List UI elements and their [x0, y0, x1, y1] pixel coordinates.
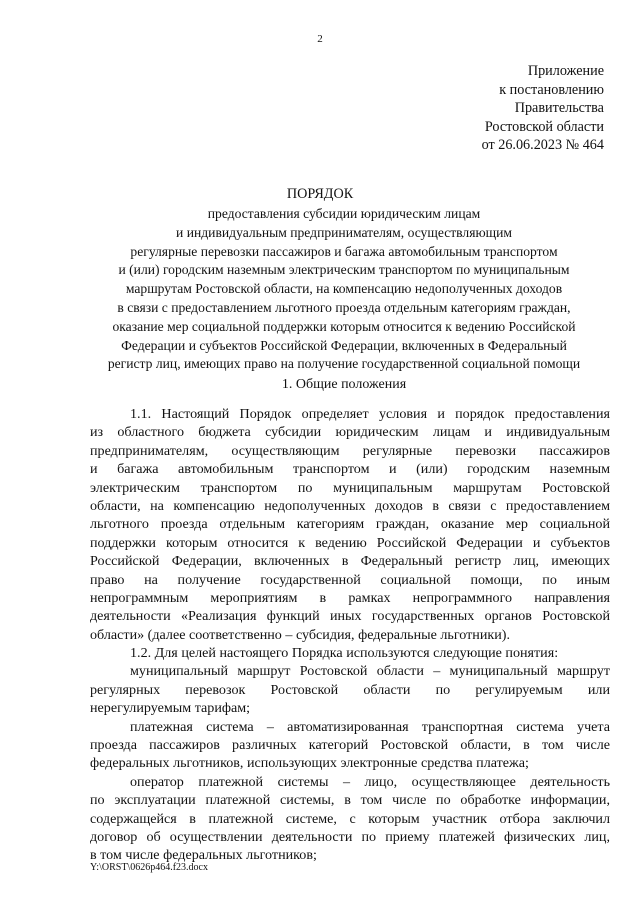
paragraph-line: Российской Федерации, включенных в Федеральный регистр лиц, имеющих [90, 553, 610, 570]
document-subtitle [70, 205, 618, 374]
paragraph-line: в том числе федеральных льготников; [90, 847, 317, 864]
paragraph-line: области, на компенсацию недополученных доходов в связи с предоставлением [90, 497, 610, 514]
paragraph-line: муниципальный маршрут Ростовской области – муниципальный маршрут [130, 663, 610, 680]
subtitle-line: предоставления субсидии юридическим лицам [207, 206, 481, 221]
footer-file-path: Y:\ORST\0626p464.f23.docx [90, 862, 208, 873]
subtitle-line: Федерации и субъектов Российской Федерации, включенных в Федеральный [121, 337, 567, 353]
subtitle-line: в связи с предоставлением льготного проезда отдельным категориям граждан, [117, 299, 571, 315]
paragraph-line: льготного проезда отдельным категориям граждан, оказание мер социальной [90, 516, 610, 533]
paragraph [90, 644, 610, 662]
paragraph-line: 1.1. Настоящий Порядок определяет условия и порядок предоставления [130, 406, 610, 422]
appendix-block [404, 62, 604, 155]
paragraph-line: поддержки которым относится к ведению Российской Федерации и субъектов [90, 534, 610, 551]
paragraph [90, 718, 610, 773]
section-heading: 1. Общие положения [281, 377, 407, 392]
appendix-line: Правительства [514, 100, 604, 117]
paragraph-line: оператор платежной системы – лицо, осуществляющее деятельность [130, 773, 610, 790]
appendix-line: Ростовской области [484, 118, 604, 135]
document-title: ПОРЯДОК [286, 186, 354, 202]
appendix-line: Приложение [527, 63, 604, 79]
paragraph-line: договор об осуществлении деятельности по приему платежей физических лиц, [90, 828, 610, 845]
paragraph-line: содержащейся в платежной системе, с которым участник отбора заключил [90, 810, 610, 827]
paragraph-line: электрическим транспортом по муниципальным маршрутам Ростовской [90, 479, 610, 496]
subtitle-line: маршрутам Ростовской области, на компенсацию недополученных доходов [125, 281, 563, 297]
subtitle-line: и (или) городским наземным электрическим транспортом по муниципальным [118, 262, 570, 278]
subtitle-line: оказание мер социальной поддержки которым относится к ведению Российской [112, 318, 576, 334]
paragraph [90, 662, 610, 717]
paragraph-line: регулярных перевозок Ростовской области по регулируемым или [90, 681, 610, 698]
paragraph-line: федеральных льготников, использующих электронные средства платежа; [90, 755, 529, 772]
paragraph-line: области» (далее соответственно – субсидия, федеральные льготники). [90, 626, 510, 643]
paragraph-line: проезда пассажиров различных категорий Ростовской области, в том числе [90, 737, 610, 754]
paragraph-line: 1.2. Для целей настоящего Порядка используются следующие понятия: [130, 645, 559, 662]
page-number: 2 [317, 33, 323, 45]
appendix-line: к постановлению [499, 81, 604, 98]
paragraph-line: из областного бюджета субсидии юридическим лицам и индивидуальным [90, 424, 610, 441]
paragraph-line: по эксплуатации платежной системы, в том числе по обработке информации, [90, 792, 610, 809]
paragraph-line: платежная система – автоматизированная транспортная система учета [130, 718, 610, 735]
paragraph [90, 405, 610, 644]
subtitle-line: регулярные перевозки пассажиров и багажа автомобильным транспортом [130, 243, 558, 259]
paragraph [90, 773, 610, 865]
paragraph-line: предпринимателям, осуществляющим регулярные перевозки пассажиров [90, 442, 610, 459]
subtitle-line: и индивидуальным предпринимателям, осуществляющим [176, 224, 512, 240]
body-text [90, 405, 610, 865]
paragraph-line: деятельности «Реализация функций иных государственных органов Ростовской [90, 608, 610, 625]
paragraph-line: нерегулируемым тарифам; [90, 700, 251, 717]
paragraph-line: непрограммным мероприятиям в рамках непрограммного направления [90, 589, 610, 606]
appendix-line: от 26.06.2023 № 464 [481, 137, 604, 154]
paragraph-line: и багажа автомобильным транспортом и (или) городским наземным [90, 461, 610, 478]
paragraph-line: право на получение государственной социальной помощи, по иным [90, 571, 610, 588]
subtitle-line: регистр лиц, имеющих право на получение государственной социальной помощи [107, 356, 581, 372]
